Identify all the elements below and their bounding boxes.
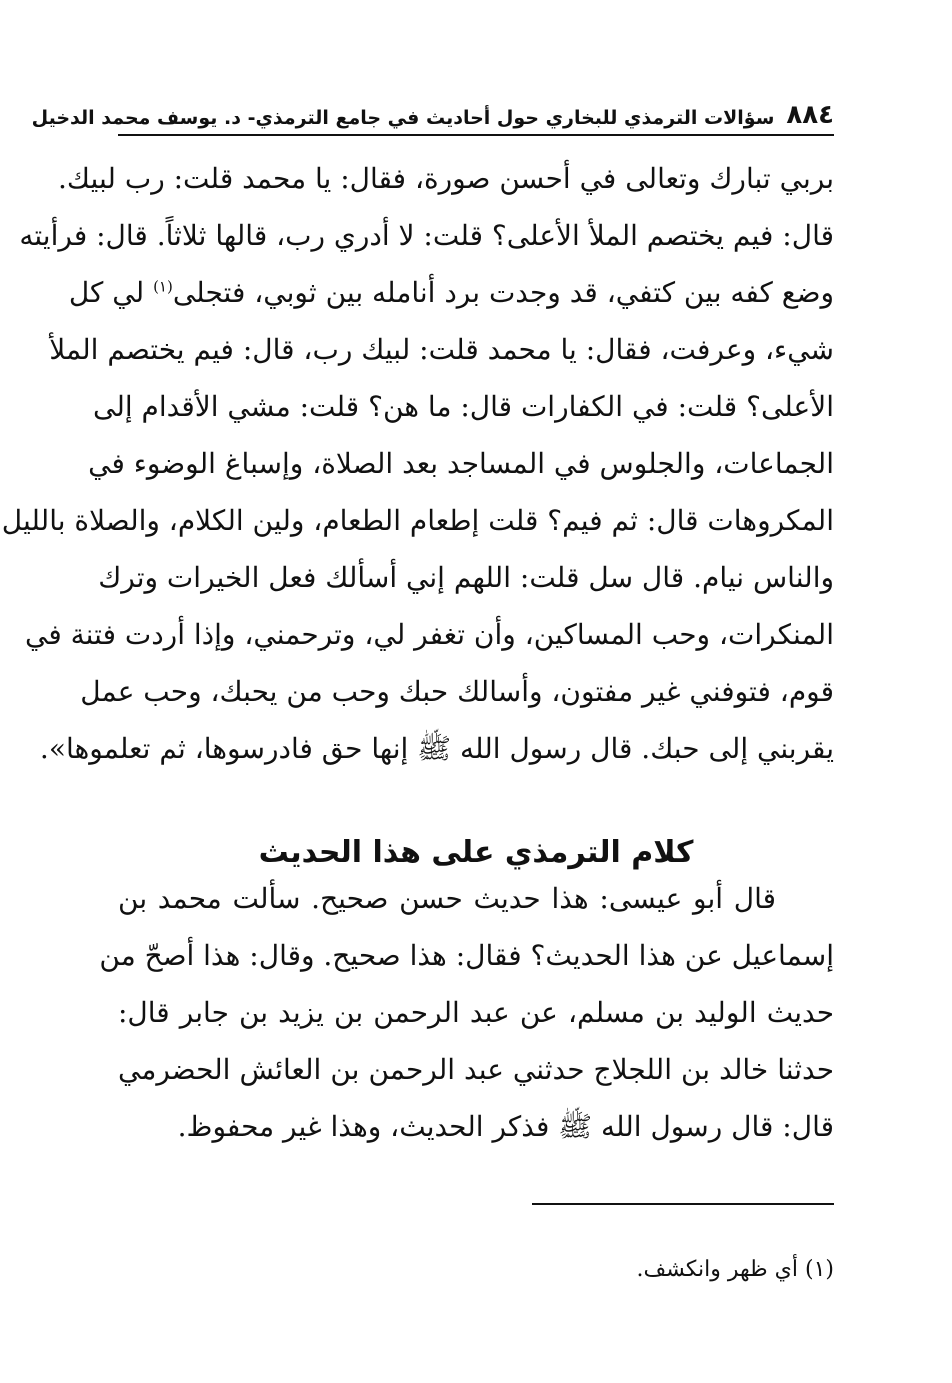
text-line: حديث الوليد بن مسلم، عن عبد الرحمن بن يزيد بن جابر قال: [118,996,835,1029]
text-line-end: لي كل [68,276,145,309]
text-line: حدثنا خالد بن اللجلاج حدثني عبد الرحمن بن العائش الحضرمي [118,1053,834,1086]
text-line: إسماعيل عن هذا الحديث؟ فقال: هذا صحيح. وقال: هذا أصحّ من [99,939,834,972]
footnote-reference: (١) [153,277,173,296]
footnote-divider [532,1203,834,1205]
commentary-text [99,870,835,1155]
text-line: الجماعات، والجلوس في المساجد بعد الصلاة، وإسباغ الوضوء في [88,447,834,480]
text-line: المنكرات، وحب المساكين، وأن تغفر لي، وترحمني، وإذا أردت فتنة في [25,618,834,651]
text-line: بربي تبارك وتعالى في أحسن صورة، فقال: يا محمد قلت: رب لبيك. [58,162,834,195]
text-line: الأعلى؟ قلت: في الكفارات قال: ما هن؟ قلت: مشي الأقدام إلى [92,390,834,423]
text-line: قال: فيم يختصم الملأ الأعلى؟ قلت: لا أدري رب، قالها ثلاثاً. قال: فرأيته [19,219,834,252]
text-line: والناس نيام. قال سل قلت: اللهم إني أسألك فعل الخيرات وترك [98,561,834,594]
text-line: يقربني إلى حبك. قال رسول الله ﷺ إنها حق فادرسوها، ثم تعلموها». [39,732,834,765]
text-line: قال أبو عيسى: هذا حديث حسن صحيح. سألت محمد بن [118,882,776,915]
text-line-with-footnote-ref [68,264,834,321]
text-line: المكروهات قال: ثم فيم؟ قلت إطعام الطعام، ولين الكلام، والصلاة بالليل [1,504,834,537]
text-line: شيء، وعرفت، فقال: يا محمد قلت: لبيك رب، قال: فيم يختصم الملأ [49,333,834,366]
page-number: ٨٨٤ [786,100,834,130]
footnote: (١) أي ظهر وانكشف. [636,1257,834,1282]
text-line: قوم، فتوفني غير مفتون، وأسالك حبك وحب من يحبك، وحب عمل [80,675,834,708]
text-line-start: وضع كفه بين كتفي، قد وجدت برد أنامله بين ثوبي، فتجلى [172,276,834,309]
section-heading: كلام الترمذي على هذا الحديث [258,834,694,870]
hadith-text [1,150,834,777]
page-header [31,92,834,136]
text-line: قال: قال رسول الله ﷺ فذكر الحديث، وهذا غير محفوظ. [177,1110,834,1143]
running-title: سؤالات الترمذي للبخاري حول أحاديث في جامع الترمذي- د. يوسف محمد الدخيل [31,107,775,129]
